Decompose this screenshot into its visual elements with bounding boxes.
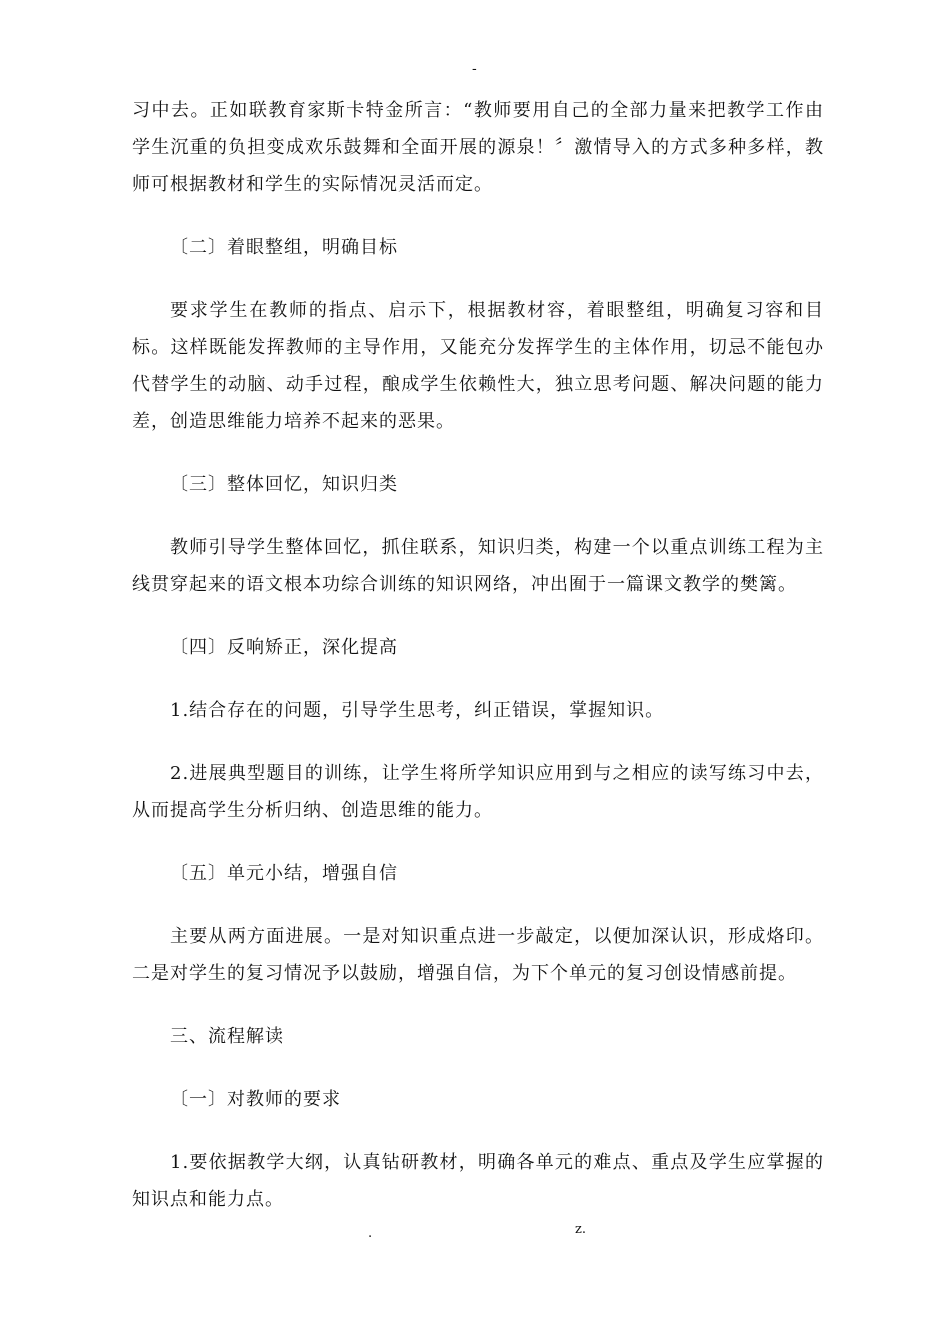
paragraph-section-3: 教师引导学生整体回忆，抓住联系，知识归类，构建一个以重点训练工程为主线贯穿起来的语文根本功综合训练的知识网络，冲出囿于一篇课文教学的樊篱。	[132, 537, 824, 595]
list-item-requirement-1: 1.要依据教学大纲，认真钻研教材，明确各单元的难点、重点及学生应掌握的知识点和能力点。	[132, 1152, 824, 1210]
paragraph-section-2: 要求学生在教师的指点、启示下，根据教材容，着眼整组，明确复习容和目标。这样既能发挥教师的主导作用，又能充分发挥学生的主体作用，切忌不能包办代替学生的动脑、动手过程，酿成学生依赖性大，独立思考问题、解决问题的能力差，创造思维能力培养不起来的恶果。	[132, 300, 824, 432]
section-heading-teacher-requirements: 〔一〕对教师的要求	[170, 1089, 341, 1110]
chapter-heading-3: 三、流程解读	[170, 1026, 284, 1047]
paragraph-intro-continuation: 习中去。正如联教育家斯卡特金所言：“教师要用自己的全部力量来把教学工作由学生沉重的负担变成欢乐鼓舞和全面开展的源泉！〞激情导入的方式多种多样，教师可根据教材和学生的实际情况灵活而定。	[132, 100, 824, 195]
section-heading-4: 〔四〕反响矫正，深化提高	[170, 637, 398, 658]
section-heading-5: 〔五〕单元小结，增强自信	[170, 863, 398, 884]
section-heading-3: 〔三〕整体回忆，知识归类	[170, 474, 398, 495]
list-item-4-1: 1.结合存在的问题，引导学生思考，纠正错误，掌握知识。	[170, 700, 665, 721]
page-footer-right: z.	[575, 1222, 586, 1237]
document-body	[132, 92, 824, 1218]
list-item-4-2: 2.进展典型题目的训练，让学生将所学知识应用到与之相应的读写练习中去，从而提高学生分析归纳、创造思维的能力。	[132, 763, 824, 821]
paragraph-section-5: 主要从两方面进展。一是对知识重点进一步敲定，以便加深认识，形成烙印。二是对学生的复习情况予以鼓励，增强自信，为下个单元的复习创设情感前提。	[132, 926, 824, 984]
page-header-mark: -	[472, 61, 477, 77]
section-heading-2: 〔二〕着眼整组，明确目标	[170, 237, 398, 258]
page-footer-left: .	[368, 1226, 373, 1241]
